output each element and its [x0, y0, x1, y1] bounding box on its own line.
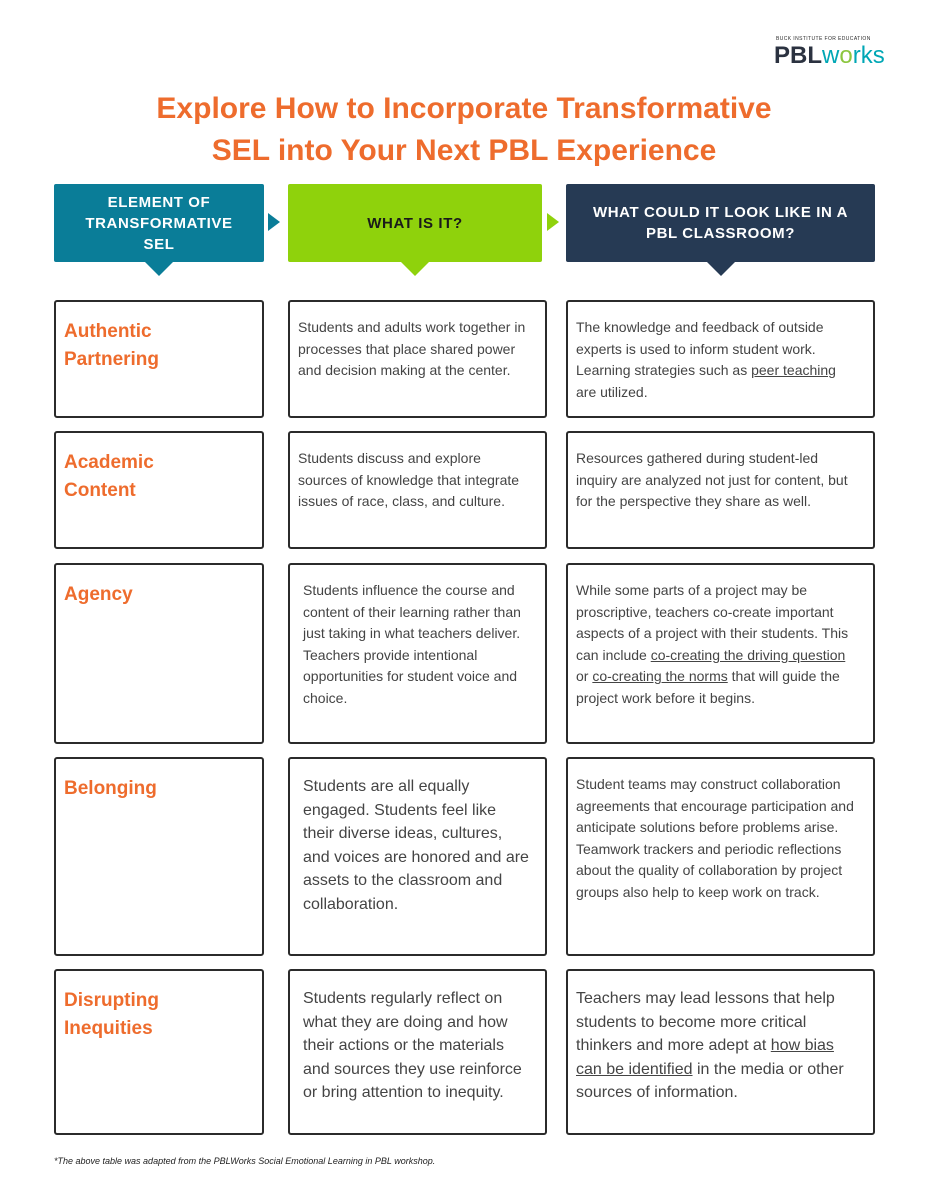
- example-cell: [566, 969, 875, 1135]
- element-cell: [54, 431, 264, 549]
- logo-brand-pbl: PBL: [774, 42, 822, 69]
- logo-brand-o: o: [839, 42, 853, 69]
- example-text: [576, 317, 859, 403]
- link-driving-question[interactable]: co-creating the driving question: [650, 646, 846, 663]
- logo-brand-w: w: [822, 42, 840, 69]
- header-classroom-label: WHAT COULD IT LOOK LIKE IN A PBL CLASSROOM?: [592, 204, 849, 242]
- link-peer-teaching[interactable]: peer teaching: [751, 362, 836, 379]
- definition-cell: [288, 969, 547, 1135]
- definition-text: Students discuss and explore sources of knowledge that integrate issues of race, class, and culture.: [298, 450, 520, 510]
- definition-text: Students and adults work together in processes that place shared power and decision making at the center.: [298, 319, 526, 379]
- element-cell: [54, 757, 264, 956]
- element-name: Academic Content: [64, 452, 154, 501]
- example-text: [576, 987, 859, 1105]
- page-title-line1: Explore How to Incorporate Transformative: [156, 92, 772, 125]
- element-name: Belonging: [64, 778, 157, 799]
- header-what-is-it-label: WHAT IS IT?: [367, 214, 463, 232]
- example-text: Student teams may construct collaboration agreements that encourage participation and anticipate solutions before problems arise. Teamwork trackers and periodic reflections about the quality of collaboration by project groups also help to keep work on track.: [576, 776, 854, 900]
- header-classroom: [566, 184, 875, 262]
- element-name: Disrupting Inequities: [64, 990, 159, 1039]
- logo-tagline: BUCK INSTITUTE FOR EDUCATION: [776, 36, 871, 42]
- example-text: [576, 580, 859, 710]
- example-cell: [566, 757, 875, 956]
- example-text-part: or: [576, 668, 593, 685]
- definition-text: Students regularly reflect on what they are doing and how their actions or the materials and sources they use reinforce or bring attention to inequity.: [303, 990, 522, 1102]
- header-element-label: ELEMENT OF TRANSFORMATIVE SEL: [85, 193, 233, 253]
- example-text: Resources gathered during student-led inquiry are analyzed not just for content, but for the perspective they share as well.: [576, 450, 848, 510]
- link-norms[interactable]: co-creating the norms: [592, 668, 728, 685]
- page-title: [0, 88, 928, 172]
- example-cell: [566, 300, 875, 418]
- pblworks-logo: [770, 36, 900, 70]
- example-text-part: in the media or other sources of information.: [576, 1060, 844, 1102]
- definition-cell: [288, 757, 547, 956]
- arrow-right-icon: [268, 213, 280, 231]
- link-how-bias[interactable]: how bias can be identified: [576, 1037, 834, 1078]
- logo-brand-rks: rks: [852, 42, 885, 69]
- element-cell: [54, 300, 264, 418]
- definition-cell: [288, 563, 547, 744]
- example-text-part: The knowledge and feedback of outside experts is used to inform student work. Learning strategies such as: [576, 319, 824, 379]
- example-cell: [566, 563, 875, 744]
- footnote: *The above table was adapted from the PBLWorks Social Emotional Learning in PBL workshop.: [54, 1156, 436, 1166]
- element-cell: [54, 563, 264, 744]
- example-cell: [566, 431, 875, 549]
- example-text-part: Teachers may lead lessons that help students to become more critical thinkers and more adept at: [576, 990, 835, 1055]
- example-text-part: While some parts of a project may be proscriptive, teachers co-create important aspects of a project with their students. This can include: [576, 582, 849, 663]
- header-what-is-it: [288, 184, 542, 262]
- definition-cell: [288, 300, 547, 418]
- header-element: [54, 184, 264, 262]
- page-title-line2: SEL into Your Next PBL Experience: [211, 134, 717, 167]
- element-name: Authentic Partnering: [64, 321, 160, 370]
- definition-text: Students are all equally engaged. Students feel like their diverse ideas, cultures, and voices are honored and are assets to the classroom and collaboration.: [303, 778, 529, 913]
- example-text-part: that will guide the project work before it begins.: [576, 668, 840, 706]
- example-text-part: are utilized.: [576, 383, 648, 400]
- logo-wordmark: [774, 42, 885, 70]
- definition-text: Students influence the course and content of their learning rather than just taking in what teachers deliver. Teachers provide intentional opportunities for student voice and choice.: [303, 582, 521, 706]
- element-name: Agency: [64, 584, 133, 605]
- definition-cell: [288, 431, 547, 549]
- arrow-right-icon: [547, 213, 559, 231]
- element-cell: [54, 969, 264, 1135]
